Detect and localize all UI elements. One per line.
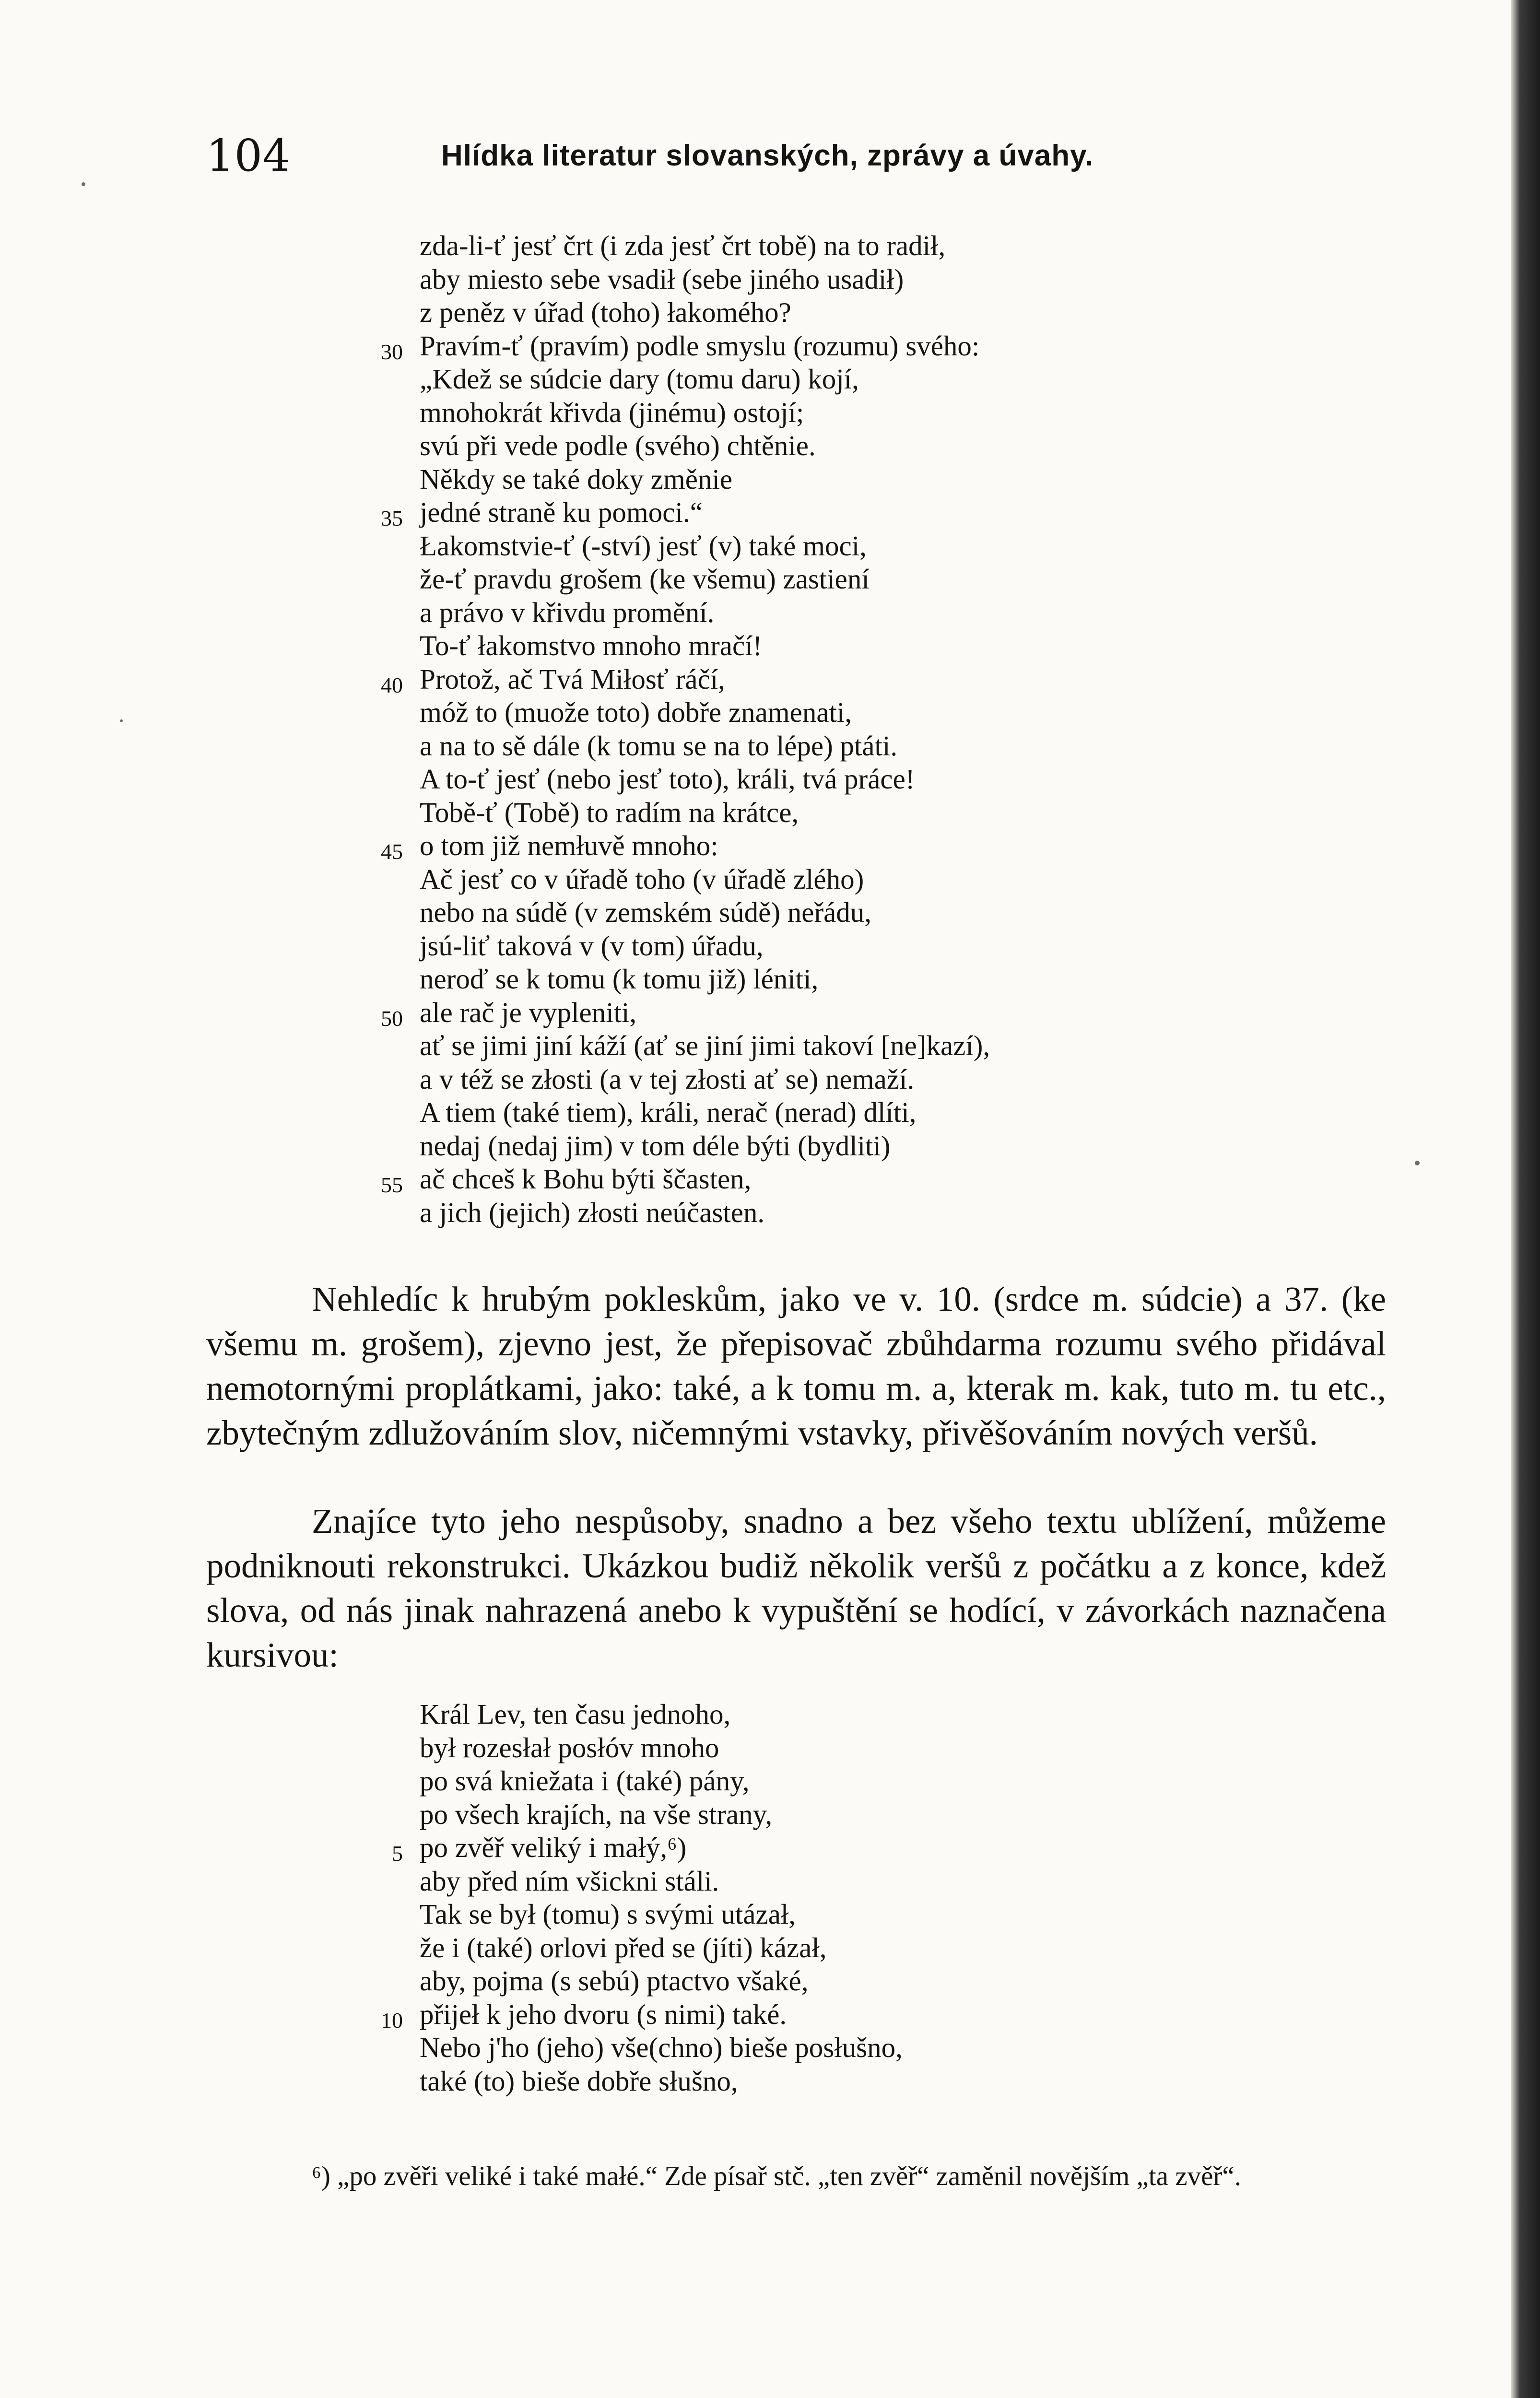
verse-line [420,363,990,396]
line-number: 50 [381,1006,403,1031]
page-number: 104 [206,130,291,181]
verse-block-bottom [381,1698,903,2098]
verse-line [420,1798,903,1832]
verse-line [420,2065,903,2098]
verse-text: neroď se k tomu (k tomu již) léniti, [420,963,819,995]
scan-speck [82,182,85,186]
verse-text: Tak se był (tomu) s svými utázał, [420,1898,796,1930]
verse-line [381,496,990,530]
verse-text: Ač jesť co v úřadě toho (v úřadě zlého) [420,863,864,895]
verse-text: „Kdež se súdcie dary (tomu daru) kojí, [420,363,859,395]
verse-line [420,1096,990,1129]
verse-block-top [381,229,990,1229]
verse-line [420,463,990,496]
verse-text: že i (také) orlovi před se (jíti) kázał, [420,1931,827,1963]
verse-text: Tobě-ť (Tobě) to radím na krátce, [420,796,799,828]
verse-line [420,596,990,630]
line-number: 45 [381,839,403,864]
verse-line [420,729,990,763]
verse-line [420,429,990,463]
paragraph-text: Nehledíc k hrubým pokleskům, jako ve v. 10. (srdce m. súdcie) a 37. (ke všemu m. grošem), zjevno jest, že přepisovač zbůhdarma rozumu svého přidával nemotornými proplátkami, jako: také, a k tomu m. a, kterak m. kak, tuto m. tu etc., zbytečným zdlužováním slov, ničemnými vstavky, přivěšováním nových veršů. [206,1280,1386,1452]
verse-text: Nebo j'ho (jeho) vše(chno) bieše posłušno, [420,2032,903,2063]
verse-text: jsú-liť taková v (v tom) úřadu, [420,929,764,962]
verse-text: aby před ním všickni stáli. [420,1865,719,1897]
line-number: 35 [381,506,403,530]
verse-line [420,796,990,830]
verse-text: aby, pojma (s sebú) ptactvo všaké, [420,1965,809,1997]
verse-line [420,2031,903,2065]
verse-line [420,629,990,663]
paragraph-2 [206,1499,1386,1677]
footnote: ⁶) „po zvěři veliké i také małé.“ Zde písař stč. „ten zvěř“ zaměnil novějším „ta zvěř“. [312,2161,1241,2191]
verse-line [420,1898,903,1931]
verse-line [381,1163,990,1197]
paragraph-text: Znajíce tyto jeho nespůsoby, snadno a bez všeho textu ublížení, můžeme podniknouti rekonstrukci. Ukázkou budiž několik veršů z počátku a z konce, kdež slova, od nás jinak nahrazená anebo k vypuštění se hodící, v závorkách naznačena kursivou: [206,1502,1386,1674]
verse-line [420,263,990,296]
verse-text: z peněz v úřad (toho) łakomého? [420,296,791,328]
verse-text: Protož, ač Tvá Miłosť ráčí, [420,663,725,695]
verse-text: po svá kniežata i (také) pány, [420,1765,750,1797]
line-number: 10 [381,2008,403,2033]
verse-text: nedaj (nedaj jim) v tom déle býti (bydliti) [420,1129,891,1162]
verse-text: a v též se złosti (a v tej złosti ať se) nemaží. [420,1063,915,1095]
verse-text: To-ť łakomstvo mnoho mračí! [420,630,763,661]
verse-line [381,829,990,864]
verse-line [381,329,990,364]
line-number: 40 [381,672,403,697]
verse-text: po všech krajích, na vše strany, [420,1798,773,1830]
verse-line [420,1698,903,1731]
verse-text: był rozesłał posłóv mnoho [420,1731,719,1763]
verse-text: ale rač je vypleniti, [420,996,637,1028]
verse-text: svú při vede podle (svého) chtěnie. [420,430,816,461]
verse-line [381,1998,903,2033]
scan-edge [1511,0,1540,2398]
verse-line [420,896,990,929]
line-number: 30 [381,339,403,364]
verse-text: o tom již nemłuvě mnoho: [420,830,718,861]
verse-line [420,396,990,430]
verse-line [420,1865,903,1898]
verse-line [420,1029,990,1063]
scan-speck [1415,1161,1420,1165]
running-title: Hlídka literatur slovanských, zprávy a úvahy. [441,139,1094,172]
verse-text: že-ť pravdu grošem (ke všemu) zastiení [420,563,870,595]
verse-line [420,863,990,896]
scan-speck [120,719,123,722]
verse-text: zda-li-ť jesť črt (i zda jesť črt tobě) na to radił, [420,230,946,261]
verse-text: Łakomstvie-ť (-ství) jesť (v) také moci, [420,529,867,562]
verse-text: móž to (muože toto) dobře znamenati, [420,696,852,728]
verse-line [420,1063,990,1096]
line-number: 5 [392,1841,403,1866]
verse-text: Někdy se také doky změnie [420,463,733,495]
verse-line [420,763,990,796]
page-header [206,129,1386,182]
line-number: 55 [381,1173,403,1197]
verse-line [420,963,990,996]
paragraph-1 [206,1277,1386,1455]
verse-line [420,229,990,263]
verse-text: a právo v křivdu promění. [420,596,715,628]
verse-line [420,1731,903,1765]
verse-text: Král Lev, ten času jednoho, [420,1698,731,1730]
verse-text: ač chceš k Bohu býti ščasten, [420,1163,752,1195]
verse-line [420,296,990,329]
verse-line [420,929,990,963]
verse-text: a na to sě dále (k tomu se na to lépe) ptáti. [420,729,898,762]
verse-line [420,696,990,729]
verse-line [420,1129,990,1163]
verse-text: také (to) bieše dobře słušno, [420,2065,738,2097]
verse-text: mnohokrát křivda (jinému) ostojí; [420,396,804,428]
verse-text: po zvěř veliký i małý,⁶) [420,1832,687,1863]
verse-line [381,996,990,1031]
verse-text: A tiem (také tiem), králi, nerač (nerad) dlíti, [420,1096,917,1128]
verse-text: jedné straně ku pomoci.“ [420,496,703,528]
verse-line [420,1964,903,1998]
verse-line [381,663,990,697]
verse-line [420,1196,990,1230]
verse-text: A to-ť jesť (nebo jesť toto), králi, tvá práce! [420,763,915,795]
verse-text: nebo na súdě (v zemském súdě) neřádu, [420,896,872,928]
verse-text: Pravím-ť (pravím) podle smyslu (rozumu) svého: [420,329,980,362]
verse-line [420,1764,903,1798]
verse-line [420,529,990,563]
verse-line [392,1831,903,1866]
verse-text: aby miesto sebe vsadił (sebe jiného usadił) [420,263,904,295]
verse-text: ať se jimi jiní káží (ať se jiní jimi takoví [ne]kazí), [420,1030,990,1061]
verse-line [420,1931,903,1965]
verse-text: přijeł k jeho dvoru (s nimi) také. [420,1998,787,2030]
verse-text: a jich (jejich) złosti neúčasten. [420,1196,765,1228]
verse-line [420,563,990,596]
